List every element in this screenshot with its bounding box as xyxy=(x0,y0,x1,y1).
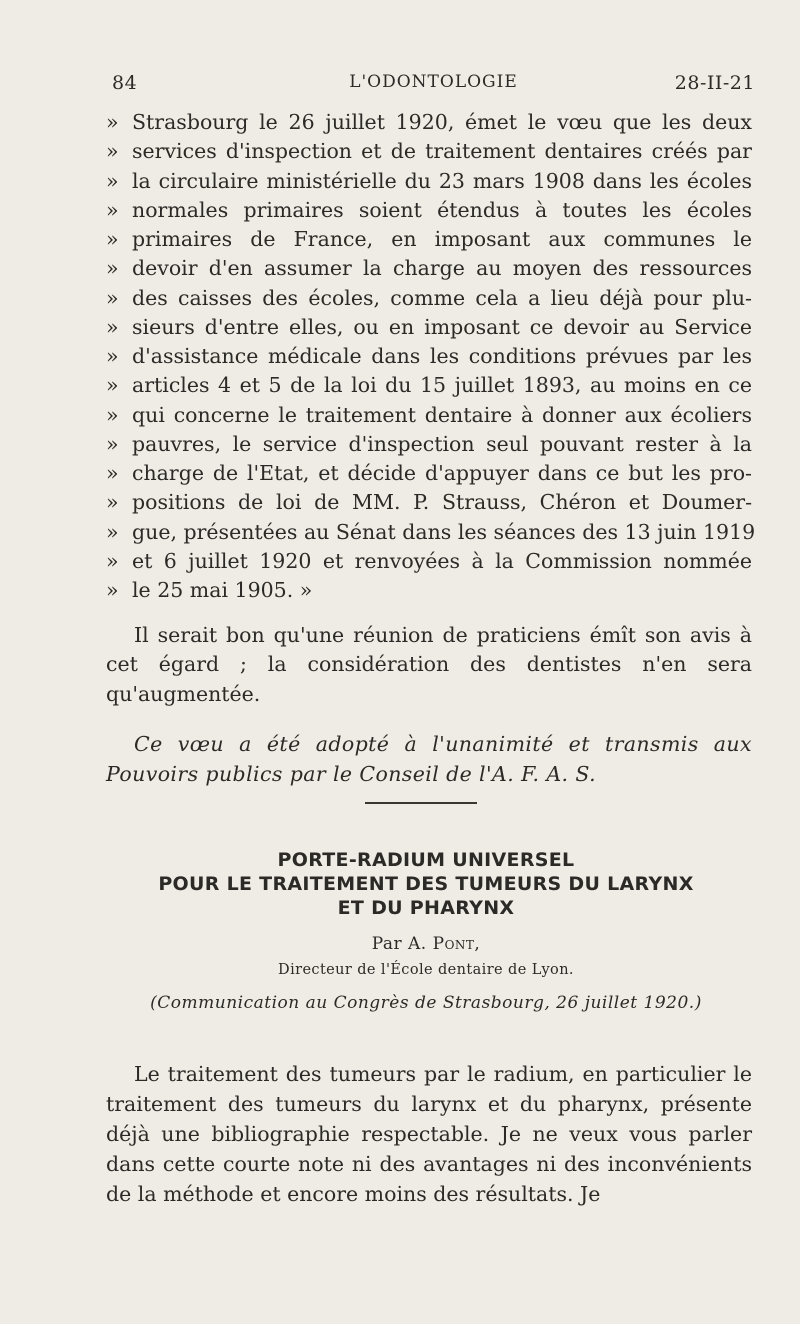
quote-line: » et 6 juillet 1920 et renvoyées à la Commission nommée xyxy=(106,547,752,576)
guillemet: » xyxy=(106,490,119,515)
title-line: POUR LE TRAITEMENT DES TUMEURS DU LARYNX xyxy=(158,873,694,895)
quote-line: » qui concerne le traitement dentaire à donner aux écoliers xyxy=(106,401,752,430)
author-line xyxy=(100,934,752,954)
guillemet: » xyxy=(106,344,119,368)
guillemet: » xyxy=(106,285,119,310)
guillemet: » xyxy=(106,314,119,339)
guillemet: » xyxy=(106,197,119,222)
communication-note: (Communication au Congrès de Strasbourg, 26 juillet 1920.) xyxy=(150,993,702,1013)
guillemet: » xyxy=(106,256,119,281)
guillemet: » xyxy=(106,548,119,573)
quote-line: » services d'inspection et de traitement dentaires créés par xyxy=(106,137,752,166)
guillemet: » xyxy=(106,168,119,193)
quote-line: » charge de l'Etat, et décide d'appuyer dans ce but les pro- xyxy=(106,459,752,488)
quote-line: » gue, présentées au Sénat dans les séances des 13 juin 1919 xyxy=(106,518,752,547)
commentary-paragraph: Il serait bon qu'une réunion de praticiens émît son avis à cet égard ; la considération des dentistes n'en sera qu'augmentée. xyxy=(106,622,752,706)
author-name: Pont, xyxy=(432,934,481,954)
quote-line: » articles 4 et 5 de la loi du 15 juillet 1893, au moins en ce xyxy=(106,371,752,400)
quote-line: » la circulaire ministérielle du 23 mars 1908 dans les écoles xyxy=(106,167,752,196)
section-divider xyxy=(365,802,477,804)
quote-line: » primaires de France, en imposant aux communes le xyxy=(106,225,752,254)
quote-line: » pauvres, le service d'inspection seul pouvant rester à la xyxy=(106,430,752,459)
quote-line: » des caisses des écoles, comme cela a lieu déjà pour plu- xyxy=(106,284,752,313)
vote-note: Ce vœu a été adopté à l'unanimité et transmis aux Pouvoirs publics par le Conseil de l'A. F. A. S. xyxy=(106,731,752,786)
quote-line: » d'assistance médicale dans les conditions prévues par les xyxy=(106,342,752,371)
quote-line: » sieurs d'entre elles, ou en imposant ce devoir au Service xyxy=(106,313,752,342)
quote-line: » Strasbourg le 26 juillet 1920, émet le vœu que les deux xyxy=(106,108,752,137)
guillemet: » xyxy=(106,519,119,544)
title-line: PORTE-RADIUM UNIVERSEL xyxy=(277,849,575,871)
issue-date: 28-II-21 xyxy=(674,72,755,94)
guillemet: » xyxy=(106,227,119,251)
quote-line: » positions de loi de MM. P. Strauss, Chéron et Doumer- xyxy=(106,488,752,517)
quote-line: » normales primaires soient étendus à toutes les écoles xyxy=(106,196,752,225)
journal-title: L'ODONTOLOGIE xyxy=(349,72,518,92)
author-role: Directeur de l'École dentaire de Lyon. xyxy=(278,962,574,978)
guillemet: » xyxy=(106,139,119,164)
title-line: ET DU PHARYNX xyxy=(337,897,515,919)
guillemet: » xyxy=(106,578,119,602)
quoted-resolution xyxy=(106,108,756,605)
guillemet: » xyxy=(106,110,119,134)
guillemet: » xyxy=(106,431,119,456)
article-body: Le traitement des tumeurs par le radium, en particulier le traitement des tumeurs du larynx et du pharynx, présente déjà une bibliographie respectable. Je ne veux vous parler dans cette courte note ni des avantages ni des inconvénients de la méthode et encore moins des résultats. Je xyxy=(106,1061,752,1206)
page-number: 84 xyxy=(112,72,138,94)
article-title xyxy=(100,848,752,920)
running-header xyxy=(112,72,755,98)
author-prefix: Par A. xyxy=(371,934,427,954)
guillemet: » xyxy=(106,402,119,427)
guillemet: » xyxy=(106,461,119,485)
quote-line: » devoir d'en assumer la charge au moyen des ressources xyxy=(106,254,752,283)
guillemet: » xyxy=(106,373,119,398)
quote-line: » le 25 mai 1905. » xyxy=(106,576,752,605)
